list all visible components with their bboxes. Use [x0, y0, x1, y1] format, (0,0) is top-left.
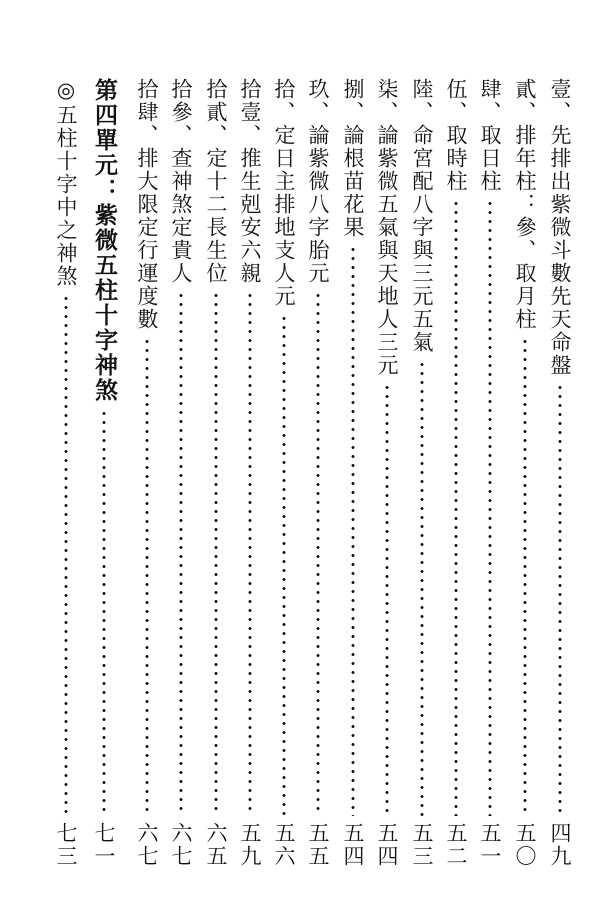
toc-entry-page: 六七: [135, 822, 159, 868]
toc-entry-page: 五六: [272, 822, 296, 868]
toc-entry: [544, 78, 576, 868]
dot-leader: [316, 291, 320, 816]
toc-entry-title: 捌、論根苗花果: [341, 78, 365, 239]
toc-unit-heading: [88, 78, 120, 868]
dot-leader: [558, 383, 562, 816]
toc-entry: [50, 78, 82, 868]
toc-entry: [131, 78, 163, 868]
toc-entry-title: 陸、命宮配八字與三元五氣: [410, 78, 434, 354]
toc-entry-title: 壹、先排出紫微斗數先天命盤: [548, 78, 572, 377]
toc-entry: [474, 78, 506, 868]
toc-entry: [165, 78, 197, 868]
toc-entry: [371, 78, 403, 868]
toc-entry-page: 五四: [341, 822, 365, 868]
toc-entry-page: 五四: [375, 822, 399, 868]
toc-entry-page: 五九: [238, 822, 262, 868]
dot-leader: [488, 199, 492, 816]
toc-entry-page: 五二: [444, 822, 468, 868]
toc-entry-title: 拾參、查神煞定貴人: [169, 78, 193, 285]
dot-leader: [214, 291, 218, 816]
toc-entry-page: 五三: [410, 822, 434, 868]
dot-leader: [282, 314, 286, 816]
toc-entry-title: 柒、論紫微五氣與天地人三元: [375, 78, 399, 377]
dot-leader: [145, 337, 149, 816]
toc-entry-page: 七三: [54, 822, 78, 868]
dot-leader: [179, 291, 183, 816]
toc-entry-page: 五五: [306, 822, 330, 868]
unit-heading-title: 第四單元：紫微五柱十字神煞: [91, 78, 117, 403]
toc-entry: [234, 78, 266, 868]
toc-entry-page: 六七: [169, 822, 193, 868]
toc-entry-page: 四九: [548, 822, 572, 868]
dot-leader: [385, 383, 389, 816]
dot-leader: [248, 291, 252, 816]
toc-entry: [302, 78, 334, 868]
dot-leader: [454, 199, 458, 816]
toc-entry-title: ◎五柱十字中之神煞: [54, 78, 78, 288]
toc-entry: [509, 78, 541, 868]
toc-entry: [406, 78, 438, 868]
toc-entry-title: 玖、論紫微八字胎元: [306, 78, 330, 285]
toc-entry-title: 拾貳、定十二長生位: [204, 78, 228, 285]
dot-leader: [64, 294, 68, 816]
dot-leader: [102, 409, 106, 816]
toc-entry-title: 貳、排年柱：參、取月柱: [513, 78, 537, 331]
toc-entry: [337, 78, 369, 868]
toc-entry-title: 拾肆、排大限定行運度數: [135, 78, 159, 331]
toc-entry-page: 五〇: [513, 822, 537, 868]
toc-entry-title: 拾、定日主排地支人元: [272, 78, 296, 308]
toc-entry-page: 七一: [92, 822, 116, 868]
toc-entry: [268, 78, 300, 868]
dot-leader: [351, 245, 355, 816]
dot-leader: [523, 337, 527, 816]
dot-leader: [420, 360, 424, 816]
toc-entry-title: 拾壹、推生剋安六親: [238, 78, 262, 285]
toc-entry: [440, 78, 472, 868]
toc-entry-title: 肆、取日柱: [478, 78, 502, 193]
toc-entry-page: 五一: [478, 822, 502, 868]
table-of-contents: [44, 78, 584, 868]
toc-entry-title: 伍、取時柱: [444, 78, 468, 193]
toc-entry: [200, 78, 232, 868]
toc-entry-page: 六五: [204, 822, 228, 868]
